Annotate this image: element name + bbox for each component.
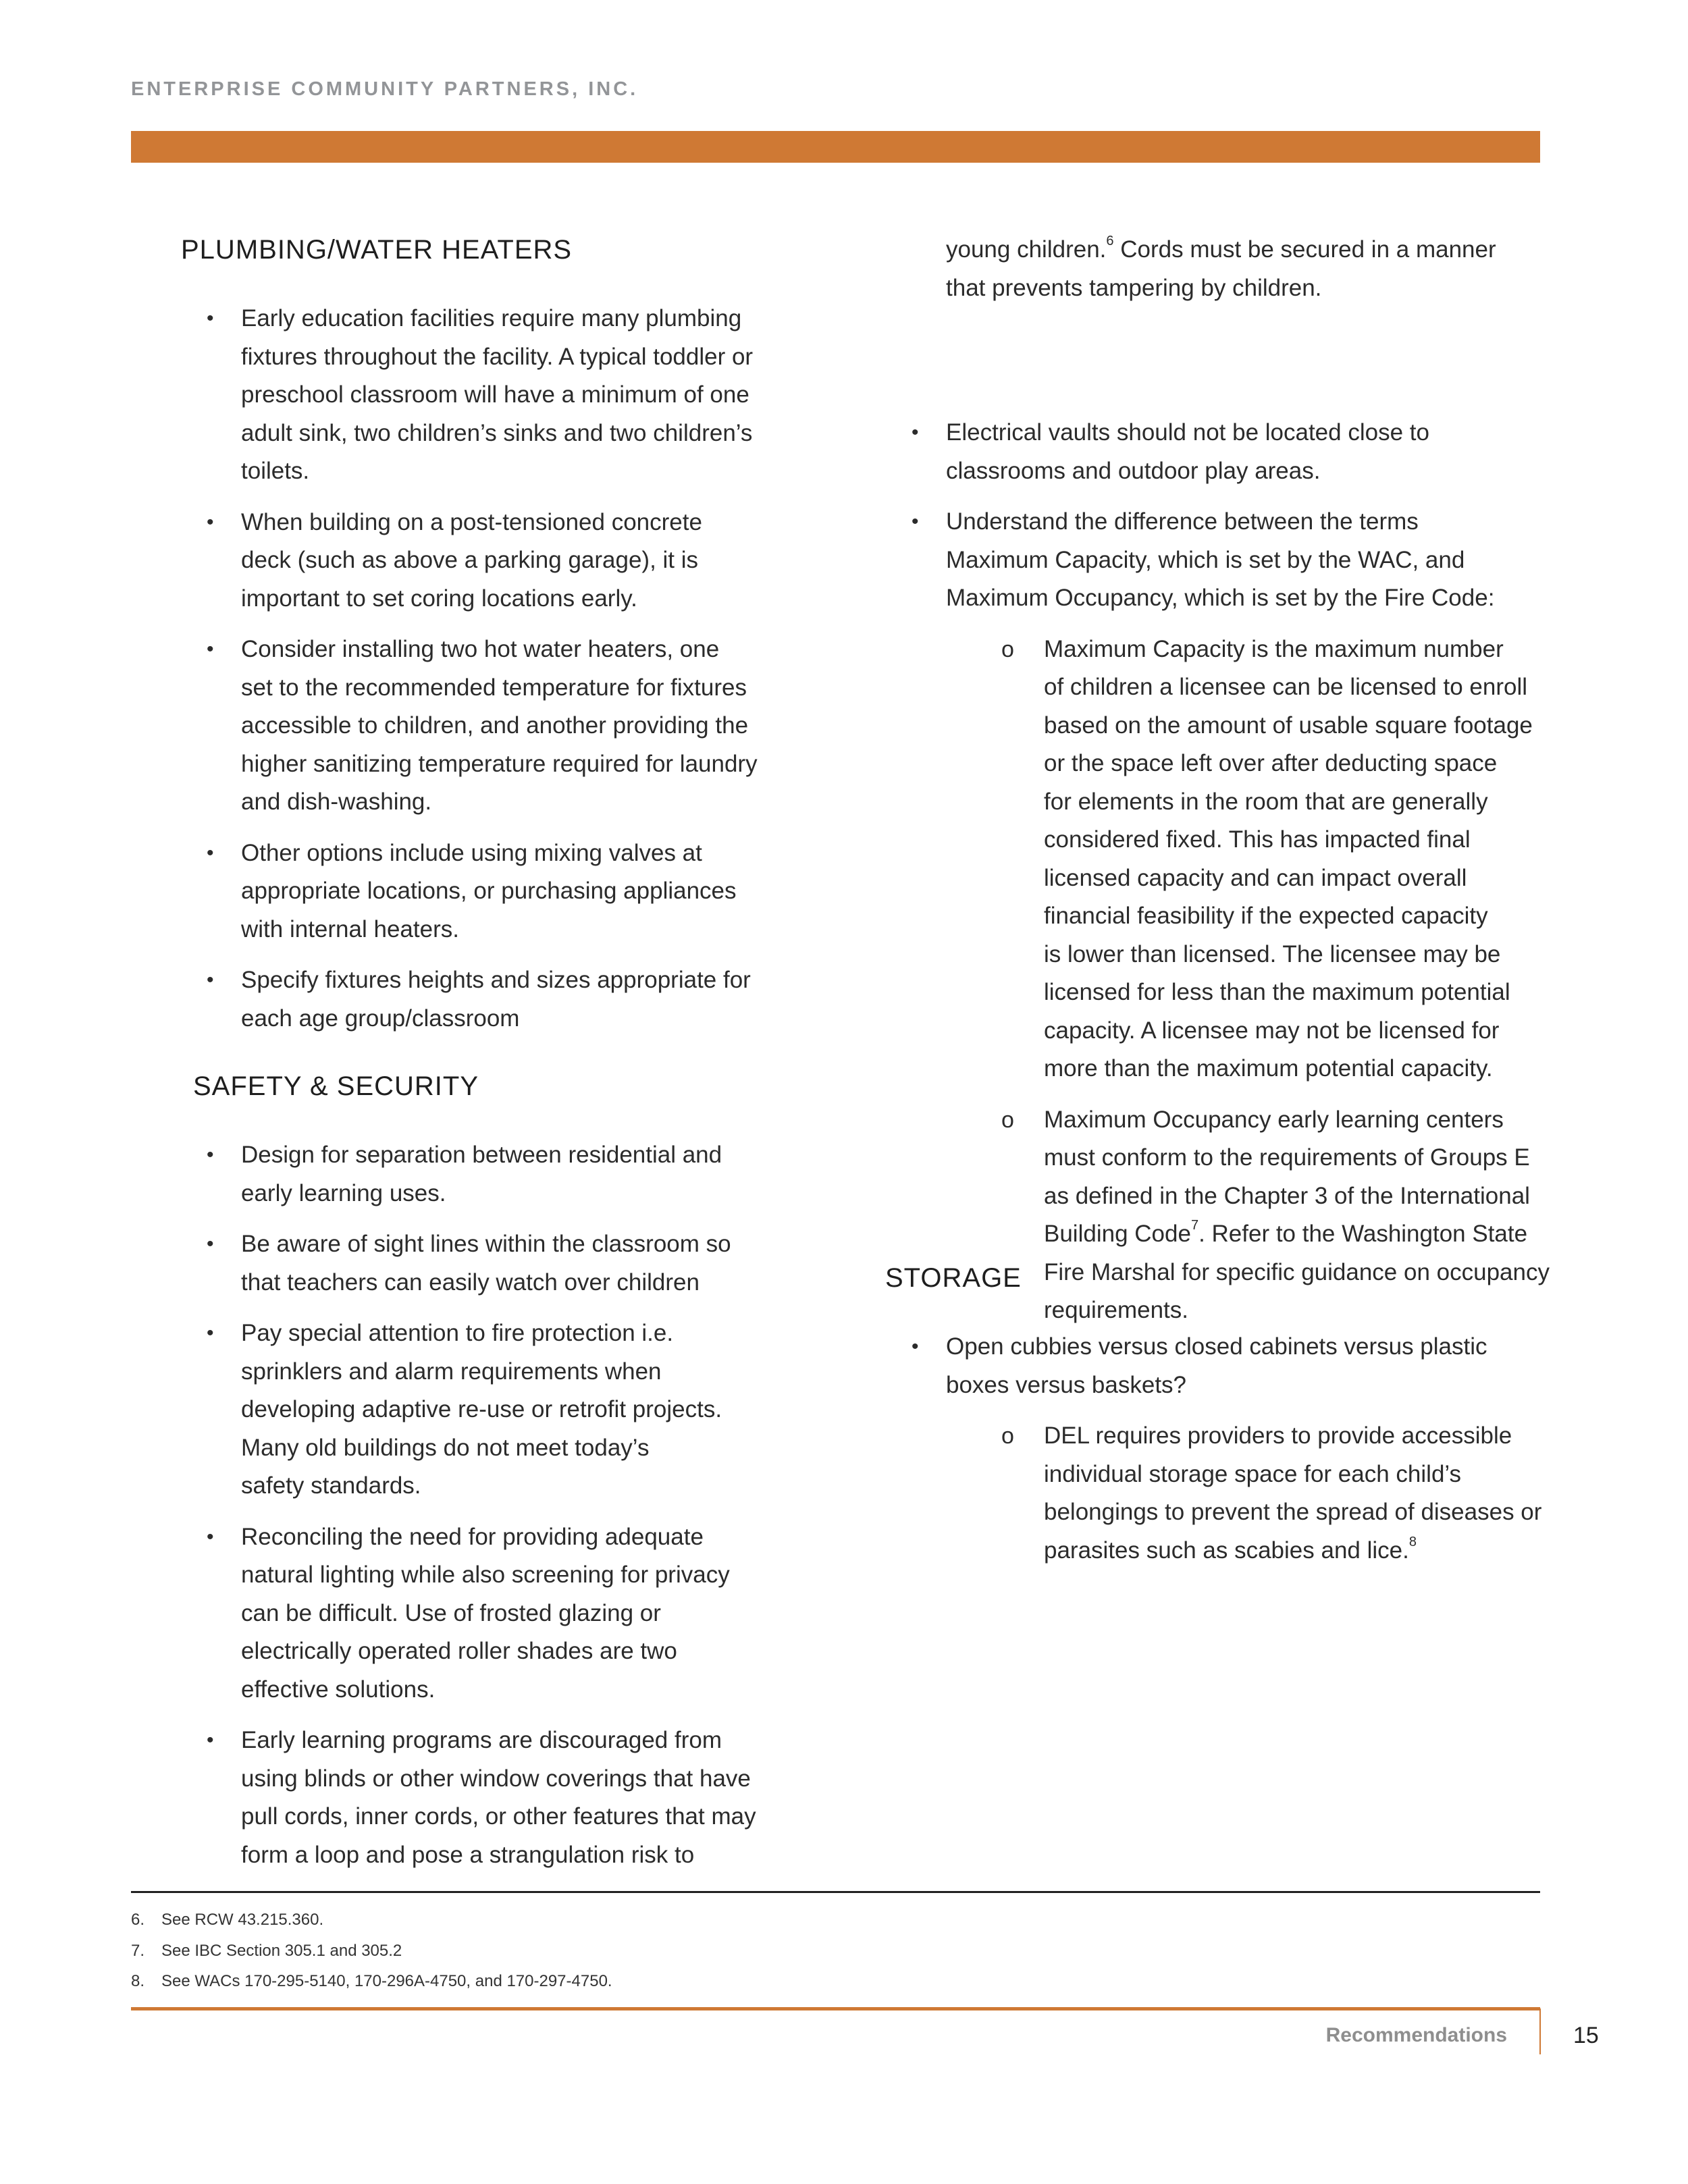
text-span: that prevents tampering by children. <box>946 274 1322 301</box>
text-line: important to set coring locations early. <box>241 585 637 612</box>
bullet-marker: • <box>912 421 919 444</box>
text-line: Early learning programs are discouraged from <box>241 1727 722 1753</box>
text-span: parasites such as scabies and lice. <box>1044 1537 1409 1564</box>
text-line: is lower than licensed. The licensee may be <box>1044 940 1501 967</box>
text-line: Be aware of sight lines within the classroom so <box>241 1231 731 1257</box>
text-line: Reconciling the need for providing adequate <box>241 1523 704 1550</box>
text-line: classrooms and outdoor play areas. <box>946 457 1321 484</box>
section-heading: PLUMBING/WATER HEATERS <box>181 235 573 265</box>
bullet-item <box>207 1314 756 1506</box>
section-heading: STORAGE <box>885 1263 1022 1293</box>
text-line: adult sink, two children’s sinks and two children’s <box>241 419 753 446</box>
text-line: natural lighting while also screening for privacy <box>241 1562 730 1588</box>
text-line: boxes versus baskets? <box>946 1371 1187 1398</box>
text-line: deck (such as above a parking garage), it is <box>241 547 699 573</box>
bullet-list <box>912 1328 1541 1570</box>
text-line: Electrical vaults should not be located close to <box>946 419 1429 446</box>
text-span: Building Code <box>1044 1221 1191 1247</box>
text-line: individual storage space for each child’s <box>1044 1460 1462 1487</box>
text-span: young children. <box>946 236 1107 263</box>
bullet-list <box>207 300 758 1038</box>
text-line: can be difficult. Use of frosted glazing or <box>241 1599 661 1626</box>
text-line: each age group/classroom <box>241 1005 520 1032</box>
text-line: licensed for less than the maximum potential <box>1044 979 1510 1005</box>
text-span: Cords must be secured in a manner <box>1113 236 1496 263</box>
text-line: fixtures throughout the facility. A typical toddler or <box>241 343 754 370</box>
right-column-bullets <box>912 414 1550 1343</box>
text-line: pull cords, inner cords, or other features that may <box>241 1803 756 1830</box>
header-accent-bar <box>131 131 1540 163</box>
bullet-item <box>912 503 1550 1330</box>
text-line: Maximum Capacity, which is set by the WAC, and <box>946 546 1465 573</box>
footnote-divider <box>131 1891 1540 1893</box>
bullet-marker: • <box>207 1322 214 1344</box>
bullet-item <box>207 961 758 1038</box>
footnote-number: 8. <box>131 1972 145 1990</box>
footnote-6 <box>131 1910 323 1930</box>
footer-accent-rule <box>131 2007 1540 2010</box>
page-number: 15 <box>1573 2023 1599 2048</box>
sub-bullet-item <box>946 631 1550 1088</box>
section-plumbing <box>181 235 758 1050</box>
footer-section-name: Recommendations <box>1325 2024 1507 2046</box>
text-span: . Refer to the Washington State <box>1198 1221 1528 1247</box>
bullet-marker: • <box>207 1233 214 1255</box>
text-line: belongings to prevent the spread of diseases or <box>1044 1499 1542 1525</box>
bullet-item <box>207 834 758 949</box>
text-line <box>1044 1215 1550 1254</box>
bullet-marker: • <box>207 1144 214 1166</box>
bullet-marker: • <box>912 510 919 533</box>
text-line: Early education facilities require many plumbing <box>241 305 742 331</box>
text-line: toilets. <box>241 458 310 484</box>
text-line: appropriate locations, or purchasing appliances <box>241 878 737 904</box>
bullet-item <box>912 1328 1541 1570</box>
bullet-marker: • <box>207 969 214 991</box>
text-line: and dish-washing. <box>241 789 432 815</box>
text-line <box>946 231 1496 269</box>
bullet-item <box>207 1225 756 1302</box>
bullet-item <box>207 504 758 618</box>
bullet-list <box>207 1136 756 1874</box>
text-line: sprinklers and alarm requirements when <box>241 1358 662 1385</box>
text-line: Maximum Capacity is the maximum number <box>1044 635 1504 662</box>
bullet-item <box>207 631 758 822</box>
text-line: as defined in the Chapter 3 of the International <box>1044 1182 1530 1209</box>
text-line: that teachers can easily watch over children <box>241 1269 700 1296</box>
section-safety <box>193 1071 756 1887</box>
text-line: licensed capacity and can impact overall <box>1044 864 1467 891</box>
footnote-ref: 7 <box>1190 1218 1199 1233</box>
footnote-ref: 6 <box>1106 234 1114 248</box>
header-org-name: ENTERPRISE COMMUNITY PARTNERS, INC. <box>131 78 639 100</box>
text-line: DEL requires providers to provide accessible <box>1044 1422 1512 1449</box>
bullet-marker: • <box>207 510 214 533</box>
text-line: must conform to the requirements of Groups E <box>1044 1144 1530 1171</box>
text-line: preschool classroom will have a minimum of one <box>241 381 749 408</box>
text-line: When building on a post-tensioned concrete <box>241 508 702 535</box>
bullet-marker: • <box>207 307 214 329</box>
text-line: Many old buildings do not meet today’s <box>241 1434 650 1461</box>
text-line: accessible to children, and another providing the <box>241 712 749 739</box>
footnote-number: 6. <box>131 1911 145 1929</box>
text-line: for elements in the room that are generally <box>1044 788 1488 815</box>
footer-vertical-divider <box>1539 2008 1541 2054</box>
text-line: requirements. <box>1044 1297 1188 1323</box>
text-line: using blinds or other window coverings that have <box>241 1765 751 1792</box>
text-line: form a loop and pose a strangulation risk to <box>241 1841 695 1868</box>
text-line: higher sanitizing temperature required for laundry <box>241 750 758 777</box>
footnote-text: See IBC Section 305.1 and 305.2 <box>161 1942 402 1960</box>
text-line: considered fixed. This has impacted final <box>1044 826 1471 853</box>
bullet-item <box>207 1518 756 1709</box>
sub-bullet-marker: o <box>1001 1107 1014 1133</box>
text-line: Design for separation between residential and <box>241 1142 722 1168</box>
bullet-marker: • <box>207 1729 214 1751</box>
footnote-8 <box>131 1971 612 1992</box>
bullet-item <box>207 300 758 491</box>
text-line: early learning uses. <box>241 1179 446 1206</box>
text-line: more than the maximum potential capacity. <box>1044 1055 1493 1082</box>
bullet-marker: • <box>207 638 214 660</box>
text-line: financial feasibility if the expected capacity <box>1044 903 1488 929</box>
text-line: capacity. A licensee may not be licensed for <box>1044 1017 1500 1044</box>
text-line: developing adaptive re-use or retrofit projects. <box>241 1396 722 1422</box>
section-storage <box>885 1263 1541 1582</box>
text-line: Other options include using mixing valves at <box>241 839 702 866</box>
bullet-marker: • <box>207 841 214 864</box>
bullet-item <box>912 414 1550 490</box>
sub-bullet-marker: o <box>1001 1423 1014 1449</box>
section-heading: SAFETY & SECURITY <box>193 1071 479 1101</box>
text-line: Maximum Occupancy, which is set by the Fire Code: <box>946 585 1495 611</box>
footnote-number: 7. <box>131 1942 145 1960</box>
sub-bullet-marker: o <box>1001 636 1014 662</box>
bullet-marker: • <box>207 1525 214 1548</box>
text-line: set to the recommended temperature for fixtures <box>241 674 747 701</box>
text-line: Understand the difference between the terms <box>946 508 1419 535</box>
bullet-item <box>207 1722 756 1874</box>
footnote-ref: 8 <box>1408 1534 1417 1549</box>
text-line: Specify fixtures heights and sizes appropriate for <box>241 967 751 993</box>
text-line: safety standards. <box>241 1472 421 1499</box>
text-line: Fire Marshal for specific guidance on occupancy <box>1044 1258 1550 1285</box>
sub-bullet-item <box>946 1417 1541 1570</box>
text-line: effective solutions. <box>241 1676 436 1703</box>
bullet-item <box>207 1136 756 1213</box>
footnote-7 <box>131 1941 402 1961</box>
text-line: electrically operated roller shades are two <box>241 1638 677 1664</box>
text-line: Open cubbies versus closed cabinets versus plastic <box>946 1333 1487 1360</box>
right-column-continuation <box>946 231 1496 307</box>
text-line: Maximum Occupancy early learning centers <box>1044 1106 1504 1133</box>
text-line: based on the amount of usable square footage <box>1044 712 1533 739</box>
text-line: of children a licensee can be licensed to enroll <box>1044 674 1527 700</box>
text-line: Consider installing two hot water heaters, one <box>241 636 720 662</box>
text-line: or the space left over after deducting space <box>1044 750 1498 776</box>
text-line: Pay special attention to fire protection i.e. <box>241 1320 674 1346</box>
footnote-text: See RCW 43.215.360. <box>161 1911 324 1929</box>
footnote-text: See WACs 170-295-5140, 170-296A-4750, and 170-297-4750. <box>161 1972 612 1990</box>
text-line <box>946 269 1496 308</box>
bullet-marker: • <box>912 1335 919 1358</box>
text-line <box>1044 1532 1541 1570</box>
text-line: with internal heaters. <box>241 915 459 942</box>
